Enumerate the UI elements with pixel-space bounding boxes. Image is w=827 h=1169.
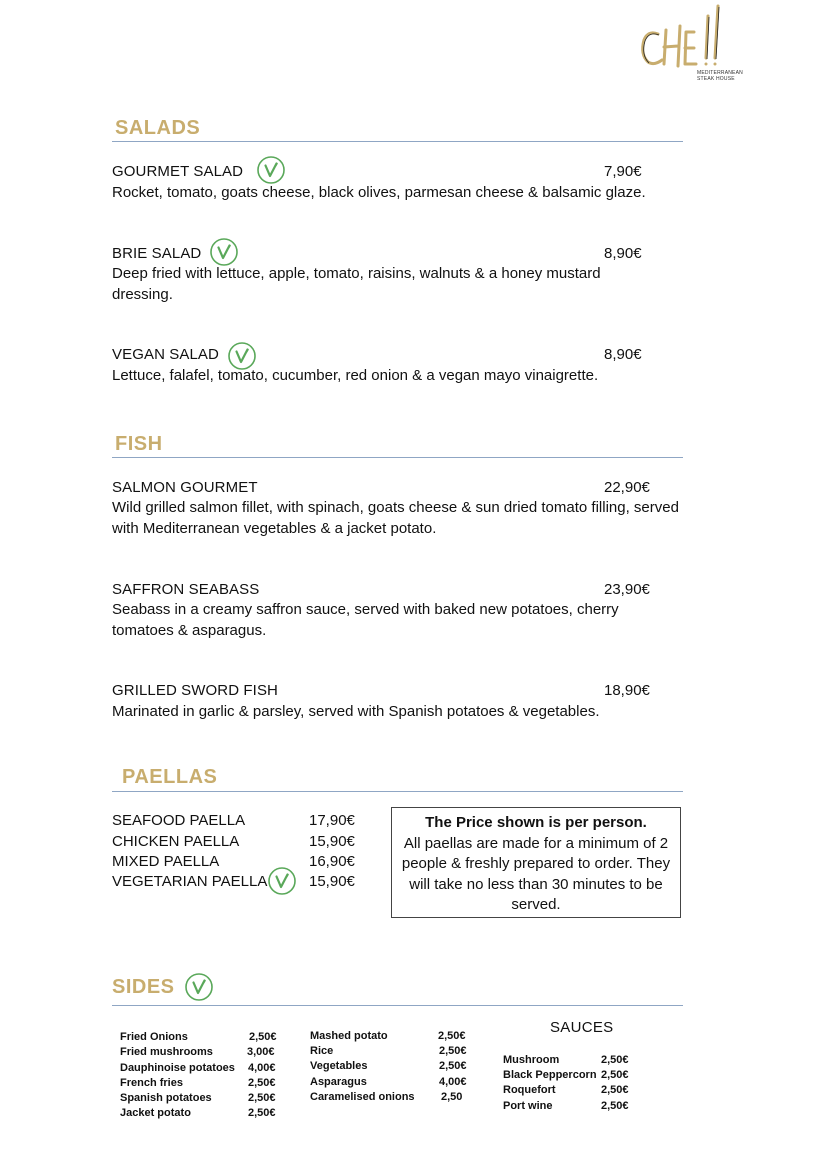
paellas-heading: PAELLAS [122, 766, 218, 788]
side-price: 2,50€ [248, 1077, 276, 1089]
side-item: Mashed potato [310, 1030, 388, 1042]
grilled-sword-fish-price: 18,90€ [604, 682, 650, 699]
brie-salad-name: BRIE SALAD [112, 245, 202, 262]
gourmet-salad-name: GOURMET SALAD [112, 163, 244, 180]
sides-heading: SIDES [112, 976, 175, 998]
vegetarian-paella-name: VEGETARIAN PAELLA [112, 873, 268, 890]
side-item: Fried mushrooms [120, 1046, 213, 1058]
chicken-paella-name: CHICKEN PAELLA [112, 833, 240, 850]
sauce-price: 2,50€ [601, 1069, 629, 1081]
side-item: Jacket potato [120, 1107, 191, 1119]
sides-rule [112, 1005, 683, 1006]
gourmet-salad-price: 7,90€ [604, 163, 642, 180]
side-item: Fried Onions [120, 1031, 188, 1043]
side-item: French fries [120, 1077, 183, 1089]
side-price: 2,50€ [439, 1060, 467, 1072]
sauce-price: 2,50€ [601, 1100, 629, 1112]
restaurant-logo [636, 2, 743, 86]
seafood-paella-price: 17,90€ [309, 812, 355, 829]
notice-body: All paellas are made for a minimum of 2 people & freshly prepared to order. They will take no less than 30 minutes to be served. [401, 834, 671, 913]
side-item: Spanish potatoes [120, 1092, 212, 1104]
sauce-item: Port wine [503, 1100, 553, 1112]
salmon-gourmet-price: 22,90€ [604, 479, 650, 496]
vegan-salad-description: Lettuce, falafel, tomato, cucumber, red onion & a vegan mayo vinaigrette. [112, 367, 599, 384]
side-price: 2,50 [441, 1091, 463, 1103]
sauce-item: Black Peppercorn [503, 1069, 597, 1081]
salads-heading: SALADS [115, 117, 201, 139]
side-item: Rice [310, 1045, 334, 1057]
side-item: Asparagus [310, 1076, 367, 1088]
side-price: 2,50€ [439, 1045, 467, 1057]
side-item: Caramelised onions [310, 1091, 415, 1103]
grilled-sword-fish-name: GRILLED SWORD FISH [112, 682, 278, 699]
paella-notice-box [391, 807, 681, 918]
side-price: 2,50€ [438, 1030, 466, 1042]
vegetarian-icon [209, 237, 239, 267]
logo-tagline: MEDITERRANEAN STEAK HOUSE [697, 70, 743, 82]
side-item: Vegetables [310, 1060, 368, 1072]
side-price: 2,50€ [248, 1107, 276, 1119]
sauce-price: 2,50€ [601, 1084, 629, 1096]
vegan-salad-price: 8,90€ [604, 346, 642, 363]
salmon-gourmet-name: SALMON GOURMET [112, 479, 258, 496]
seafood-paella-name: SEAFOOD PAELLA [112, 812, 246, 829]
sauce-price: 2,50€ [601, 1054, 629, 1066]
side-price: 4,00€ [439, 1076, 467, 1088]
sauce-item: Roquefort [503, 1084, 556, 1096]
gourmet-salad-description: Rocket, tomato, goats cheese, black olives, parmesan cheese & balsamic glaze. [112, 184, 646, 201]
salads-rule [112, 141, 683, 142]
brie-salad-description: Deep fried with lettuce, apple, tomato, raisins, walnuts & a honey mustard dressing. [112, 265, 601, 303]
vegetarian-icon [184, 972, 214, 1002]
sauce-item: Mushroom [503, 1054, 560, 1066]
side-price: 3,00€ [247, 1046, 275, 1058]
mixed-paella-price: 16,90€ [309, 853, 355, 870]
saffron-seabass-description: Seabass in a creamy saffron sauce, served with baked new potatoes, cherry tomatoes & asparagus. [112, 601, 619, 639]
fish-rule [112, 457, 683, 458]
fish-heading: FISH [115, 433, 163, 455]
side-item: Dauphinoise potatoes [120, 1062, 235, 1074]
notice-title: The Price shown is per person. [425, 814, 647, 831]
salmon-gourmet-description: Wild grilled salmon fillet, with spinach, goats cheese & sun dried tomato filling, served with Mediterranean vegetables & a jacket potato. [112, 499, 679, 537]
logo-mark [636, 2, 736, 72]
grilled-sword-fish-description: Marinated in garlic & parsley, served with Spanish potatoes & vegetables. [112, 703, 600, 720]
saffron-seabass-name: SAFFRON SEABASS [112, 581, 260, 598]
vegan-salad-name: VEGAN SALAD [112, 346, 219, 363]
paellas-rule [112, 791, 683, 792]
vegetarian-paella-price: 15,90€ [309, 873, 355, 890]
sauces-heading: SAUCES [550, 1019, 614, 1036]
vegetarian-icon [267, 866, 297, 896]
brie-salad-price: 8,90€ [604, 245, 642, 262]
chicken-paella-price: 15,90€ [309, 833, 355, 850]
side-price: 2,50€ [249, 1031, 277, 1043]
vegetarian-icon [256, 155, 286, 185]
mixed-paella-name: MIXED PAELLA [112, 853, 220, 870]
side-price: 2,50€ [248, 1092, 276, 1104]
saffron-seabass-price: 23,90€ [604, 581, 650, 598]
side-price: 4,00€ [248, 1062, 276, 1074]
